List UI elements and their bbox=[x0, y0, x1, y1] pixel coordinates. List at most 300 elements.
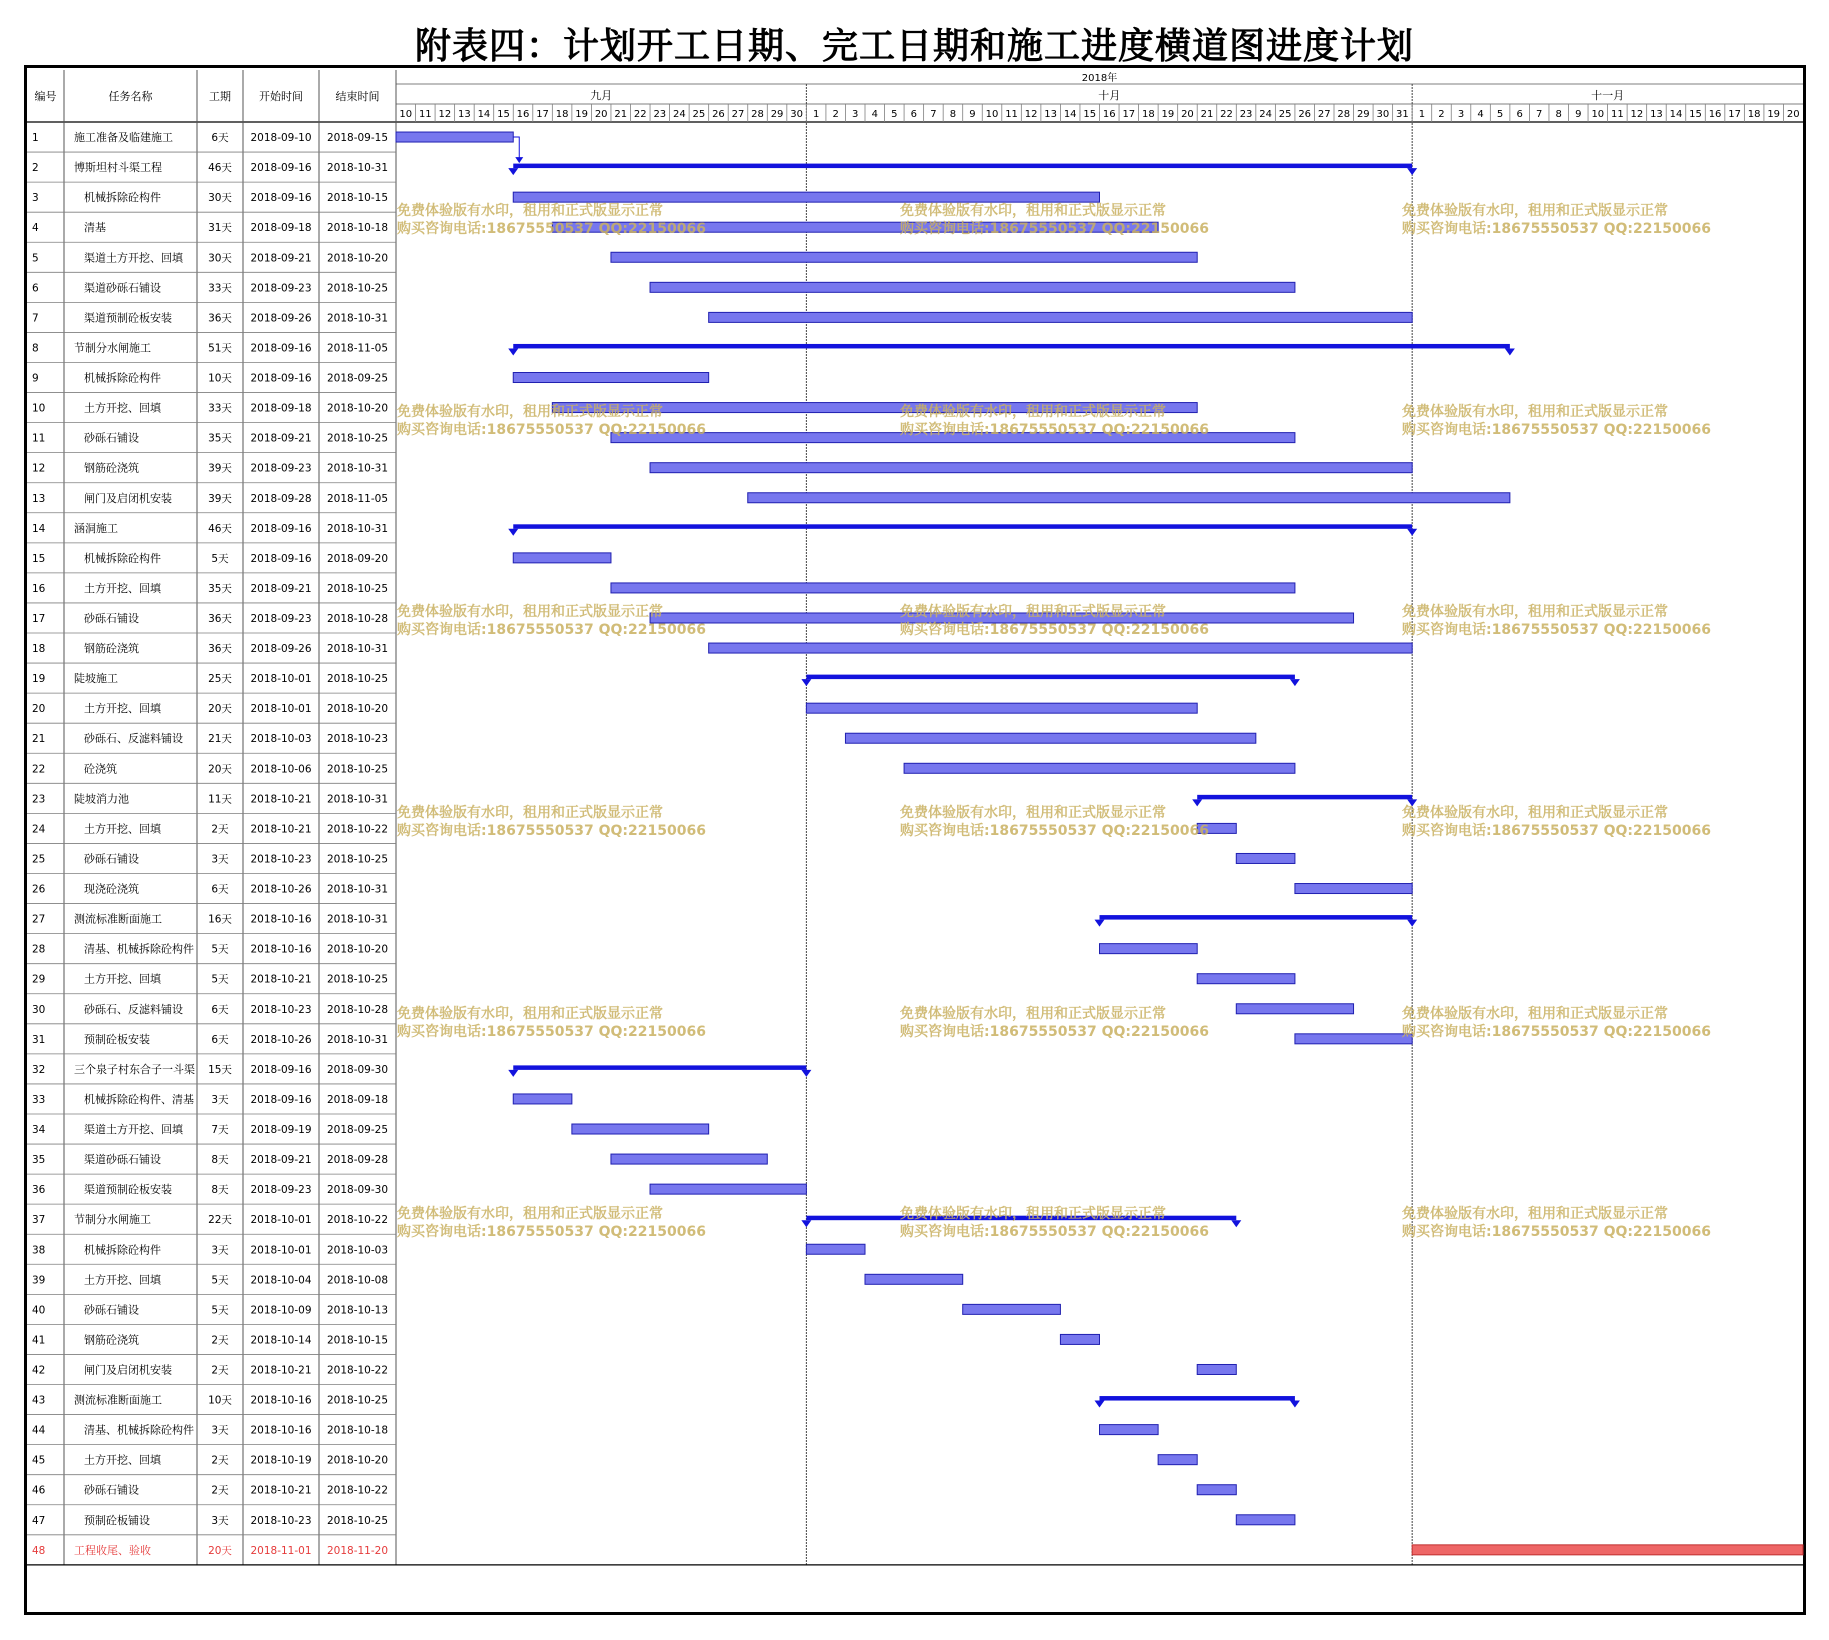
task-duration: 33天 bbox=[208, 282, 232, 295]
task-bar bbox=[513, 373, 708, 383]
task-start: 2018-10-01 bbox=[250, 1214, 312, 1227]
task-end: 2018-10-22 bbox=[326, 1364, 389, 1377]
task-duration: 35天 bbox=[208, 582, 232, 595]
task-duration: 3天 bbox=[211, 853, 229, 866]
task-end: 2018-10-31 bbox=[326, 913, 389, 926]
task-name: 土方开挖、回填 bbox=[84, 581, 161, 595]
task-id: 12 bbox=[32, 462, 46, 475]
watermark-line2: 购买咨询电话:18675550537 QQ:22150066 bbox=[1402, 622, 1711, 638]
summary-start-cap bbox=[801, 679, 811, 686]
task-id: 13 bbox=[32, 492, 46, 505]
task-duration: 21天 bbox=[208, 733, 232, 746]
day-label: 3 bbox=[852, 109, 859, 120]
task-name: 机械拆除砼构件、清基 bbox=[84, 1092, 194, 1106]
watermark-line1: 免费体验版有水印，租用和正式版显示正常 bbox=[397, 1206, 663, 1222]
task-start: 2018-09-18 bbox=[250, 402, 312, 415]
task-duration: 11天 bbox=[208, 793, 232, 806]
task-end: 2018-10-15 bbox=[326, 1334, 389, 1347]
task-id: 3 bbox=[32, 192, 39, 205]
watermark-line2: 购买咨询电话:18675550537 QQ:22150066 bbox=[900, 622, 1209, 638]
task-id: 36 bbox=[32, 1184, 46, 1197]
task-duration: 6天 bbox=[211, 1003, 229, 1016]
task-name: 陡坡消力池 bbox=[74, 792, 129, 806]
task-end: 2018-10-31 bbox=[326, 522, 389, 535]
task-name: 施工准备及临建施工 bbox=[74, 131, 173, 145]
day-label: 30 bbox=[790, 109, 803, 120]
watermark-line1: 免费体验版有水印，租用和正式版显示正常 bbox=[397, 1006, 663, 1022]
task-start: 2018-10-03 bbox=[250, 733, 312, 746]
task-end: 2018-10-31 bbox=[326, 312, 389, 325]
name-column-header: 任务名称 bbox=[108, 90, 153, 103]
task-start: 2018-10-16 bbox=[250, 943, 312, 956]
summary-end-cap bbox=[1407, 529, 1417, 536]
task-id: 18 bbox=[32, 643, 46, 656]
task-id: 48 bbox=[32, 1544, 46, 1557]
day-label: 2 bbox=[832, 109, 839, 120]
task-name: 预制砼板安装 bbox=[84, 1032, 150, 1046]
task-duration: 3天 bbox=[211, 1514, 229, 1527]
day-label: 16 bbox=[1708, 109, 1722, 120]
task-name: 现浇砼浇筑 bbox=[84, 882, 139, 896]
day-label: 12 bbox=[438, 109, 452, 120]
day-label: 23 bbox=[653, 109, 667, 120]
watermark-line1: 免费体验版有水印，租用和正式版显示正常 bbox=[1402, 203, 1668, 219]
task-id: 40 bbox=[32, 1304, 46, 1317]
day-label: 18 bbox=[1747, 109, 1761, 120]
task-bar bbox=[513, 553, 611, 563]
day-label: 14 bbox=[1063, 109, 1077, 120]
summary-bar bbox=[1100, 1396, 1295, 1401]
task-start: 2018-09-16 bbox=[250, 1093, 312, 1106]
day-label: 10 bbox=[985, 109, 999, 120]
task-duration: 8天 bbox=[211, 1184, 229, 1197]
task-start: 2018-09-23 bbox=[250, 282, 312, 295]
task-start: 2018-09-16 bbox=[250, 192, 312, 205]
year-label: 2018年 bbox=[1081, 73, 1118, 84]
task-name: 土方开挖、回填 bbox=[84, 822, 161, 836]
day-label: 27 bbox=[1317, 109, 1331, 120]
task-end: 2018-10-31 bbox=[326, 162, 389, 175]
task-start: 2018-10-23 bbox=[250, 853, 312, 866]
task-end: 2018-10-25 bbox=[326, 763, 389, 776]
day-label: 16 bbox=[1102, 109, 1116, 120]
day-label: 6 bbox=[910, 109, 918, 120]
watermark-line1: 免费体验版有水印，租用和正式版显示正常 bbox=[397, 805, 663, 821]
task-start: 2018-09-16 bbox=[250, 372, 312, 385]
watermark-line2: 购买咨询电话:18675550537 QQ:22150066 bbox=[900, 823, 1209, 839]
task-name: 渠道砂砾石铺设 bbox=[84, 1153, 161, 1167]
task-name: 清基 bbox=[84, 221, 106, 235]
task-bar bbox=[963, 1304, 1061, 1314]
task-duration: 36天 bbox=[208, 643, 232, 656]
watermark-line2: 购买咨询电话:18675550537 QQ:22150066 bbox=[397, 622, 706, 638]
task-name: 砂砾石铺设 bbox=[84, 1303, 139, 1317]
task-name: 测流标准断面施工 bbox=[74, 1393, 162, 1407]
task-duration: 5天 bbox=[211, 552, 229, 565]
task-bar bbox=[1412, 1545, 1803, 1555]
summary-bar bbox=[513, 1065, 806, 1070]
task-start: 2018-09-16 bbox=[250, 552, 312, 565]
task-bar bbox=[513, 1094, 572, 1104]
day-label: 16 bbox=[516, 109, 530, 120]
task-end: 2018-10-31 bbox=[326, 1033, 389, 1046]
task-name: 博斯坦村斗渠工程 bbox=[74, 161, 162, 175]
task-duration: 8天 bbox=[211, 1154, 229, 1167]
task-start: 2018-10-19 bbox=[250, 1454, 312, 1467]
task-duration: 2天 bbox=[211, 823, 229, 836]
task-start: 2018-09-19 bbox=[250, 1124, 312, 1137]
task-end: 2018-10-20 bbox=[326, 943, 389, 956]
task-start: 2018-09-23 bbox=[250, 612, 312, 625]
day-label: 7 bbox=[1536, 109, 1543, 120]
end-column-header: 结束时间 bbox=[335, 90, 380, 103]
task-start: 2018-10-21 bbox=[250, 1364, 312, 1377]
task-end: 2018-09-30 bbox=[326, 1184, 389, 1197]
task-end: 2018-10-25 bbox=[326, 282, 389, 295]
id-column-header: 编号 bbox=[34, 90, 57, 103]
task-start: 2018-09-28 bbox=[250, 492, 312, 505]
task-id: 25 bbox=[32, 853, 46, 866]
task-name: 钢筋砼浇筑 bbox=[84, 1333, 139, 1347]
task-bar bbox=[1158, 1455, 1197, 1465]
task-end: 2018-09-30 bbox=[326, 1063, 389, 1076]
task-start: 2018-10-21 bbox=[250, 973, 312, 986]
day-label: 25 bbox=[1278, 109, 1292, 120]
task-bar bbox=[1197, 974, 1295, 984]
task-name: 预制砼板铺设 bbox=[84, 1513, 150, 1527]
task-duration: 35天 bbox=[208, 432, 232, 445]
task-duration: 3天 bbox=[211, 1244, 229, 1257]
task-bar bbox=[1236, 1004, 1353, 1014]
task-duration: 15天 bbox=[208, 1063, 232, 1076]
watermark-line2: 购买咨询电话:18675550537 QQ:22150066 bbox=[397, 1224, 706, 1240]
task-name: 钢筋砼浇筑 bbox=[84, 461, 139, 475]
day-label: 17 bbox=[1122, 109, 1136, 120]
task-end: 2018-10-20 bbox=[326, 402, 389, 415]
task-name: 闸门及启闭机安装 bbox=[84, 1363, 172, 1377]
task-start: 2018-10-01 bbox=[250, 1244, 312, 1257]
task-id: 11 bbox=[32, 432, 46, 445]
task-end: 2018-10-20 bbox=[326, 703, 389, 716]
day-label: 22 bbox=[633, 109, 647, 120]
task-end: 2018-10-13 bbox=[326, 1304, 389, 1317]
day-label: 12 bbox=[1024, 109, 1038, 120]
summary-start-cap bbox=[1095, 920, 1105, 927]
summary-bar bbox=[513, 164, 1412, 169]
summary-end-cap bbox=[1407, 168, 1417, 175]
task-start: 2018-10-26 bbox=[250, 883, 312, 896]
task-name: 砂砾石铺设 bbox=[84, 1483, 139, 1497]
task-id: 26 bbox=[32, 883, 46, 896]
task-start: 2018-09-18 bbox=[250, 222, 312, 235]
task-duration: 6天 bbox=[211, 132, 229, 145]
task-name: 闸门及启闭机安装 bbox=[84, 491, 172, 505]
task-id: 42 bbox=[32, 1364, 46, 1377]
task-bar bbox=[650, 1184, 806, 1194]
task-id: 14 bbox=[32, 522, 46, 535]
watermark-line2: 购买咨询电话:18675550537 QQ:22150066 bbox=[1402, 422, 1711, 438]
task-start: 2018-10-23 bbox=[250, 1003, 312, 1016]
task-id: 6 bbox=[32, 282, 39, 295]
task-id: 9 bbox=[32, 372, 39, 385]
day-label: 21 bbox=[614, 109, 628, 120]
task-end: 2018-10-08 bbox=[326, 1274, 389, 1287]
task-name: 土方开挖、回填 bbox=[84, 1453, 161, 1467]
task-id: 20 bbox=[32, 703, 46, 716]
task-id: 45 bbox=[32, 1454, 46, 1467]
watermark-line1: 免费体验版有水印，租用和正式版显示正常 bbox=[1402, 1006, 1668, 1022]
watermark-line2: 购买咨询电话:18675550537 QQ:22150066 bbox=[397, 221, 706, 237]
task-name: 三个泉子村东合子一斗渠 bbox=[74, 1062, 195, 1076]
summary-start-cap bbox=[801, 1220, 811, 1227]
task-bar bbox=[396, 132, 513, 142]
task-duration: 39天 bbox=[208, 492, 232, 505]
task-name: 砼浇筑 bbox=[84, 762, 117, 776]
task-id: 41 bbox=[32, 1334, 46, 1347]
task-id: 35 bbox=[32, 1154, 46, 1167]
task-name: 钢筋砼浇筑 bbox=[84, 642, 139, 656]
watermark-line2: 购买咨询电话:18675550537 QQ:22150066 bbox=[900, 1024, 1209, 1040]
task-start: 2018-10-14 bbox=[250, 1334, 312, 1347]
day-label: 5 bbox=[1496, 109, 1504, 120]
task-duration: 51天 bbox=[208, 342, 232, 355]
watermark-line1: 免费体验版有水印，租用和正式版显示正常 bbox=[900, 1206, 1166, 1222]
day-label: 28 bbox=[1337, 109, 1351, 120]
watermark-line1: 免费体验版有水印，租用和正式版显示正常 bbox=[1402, 604, 1668, 620]
task-id: 44 bbox=[32, 1424, 46, 1437]
task-duration: 3天 bbox=[211, 1424, 229, 1437]
task-duration: 46天 bbox=[208, 522, 232, 535]
day-label: 19 bbox=[1161, 109, 1175, 120]
summary-end-cap bbox=[801, 1070, 811, 1077]
dependency-arrow bbox=[515, 157, 523, 163]
day-label: 19 bbox=[1767, 109, 1781, 120]
task-end: 2018-10-25 bbox=[326, 673, 389, 686]
task-id: 33 bbox=[32, 1093, 46, 1106]
task-start: 2018-10-16 bbox=[250, 1424, 312, 1437]
task-bar bbox=[1197, 1485, 1236, 1495]
task-name: 渠道土方开挖、回填 bbox=[84, 251, 183, 265]
task-id: 39 bbox=[32, 1274, 46, 1287]
task-start: 2018-10-23 bbox=[250, 1514, 312, 1527]
task-bar bbox=[1197, 1364, 1236, 1374]
task-name: 机械拆除砼构件 bbox=[84, 551, 161, 565]
task-start: 2018-09-16 bbox=[250, 162, 312, 175]
task-duration: 46天 bbox=[208, 162, 232, 175]
task-name: 砂砾石铺设 bbox=[84, 431, 139, 445]
task-id: 30 bbox=[32, 1003, 46, 1016]
summary-start-cap bbox=[1192, 799, 1202, 806]
day-label: 24 bbox=[1259, 109, 1272, 120]
task-end: 2018-10-25 bbox=[326, 582, 389, 595]
task-name: 砂砾石、反滤料铺设 bbox=[84, 732, 183, 746]
task-name: 土方开挖、回填 bbox=[84, 972, 161, 986]
task-bar bbox=[748, 493, 1510, 503]
task-end: 2018-10-31 bbox=[326, 643, 389, 656]
task-name: 机械拆除砼构件 bbox=[84, 191, 161, 205]
task-end: 2018-10-28 bbox=[326, 612, 389, 625]
day-label: 13 bbox=[1650, 109, 1663, 120]
day-label: 17 bbox=[536, 109, 549, 120]
task-name: 砂砾石铺设 bbox=[84, 852, 139, 866]
day-label: 28 bbox=[751, 109, 764, 120]
task-end: 2018-10-31 bbox=[326, 793, 389, 806]
task-start: 2018-09-16 bbox=[250, 342, 312, 355]
task-end: 2018-11-05 bbox=[326, 342, 389, 355]
watermark-line1: 免费体验版有水印，租用和正式版显示正常 bbox=[1402, 805, 1668, 821]
task-id: 24 bbox=[32, 823, 46, 836]
task-bar bbox=[904, 763, 1295, 773]
task-end: 2018-10-25 bbox=[326, 1514, 389, 1527]
day-label: 5 bbox=[891, 109, 898, 120]
day-label: 18 bbox=[555, 109, 569, 120]
task-duration: 5天 bbox=[211, 943, 229, 956]
task-duration: 36天 bbox=[208, 612, 232, 625]
task-duration: 2天 bbox=[211, 1334, 229, 1347]
summary-bar bbox=[1100, 915, 1413, 920]
task-end: 2018-11-05 bbox=[326, 492, 389, 505]
day-label: 20 bbox=[594, 109, 608, 120]
task-end: 2018-10-28 bbox=[326, 1003, 389, 1016]
task-end: 2018-10-22 bbox=[326, 1484, 389, 1497]
task-start: 2018-09-23 bbox=[250, 462, 312, 475]
task-name: 渠道预制砼板安装 bbox=[84, 1183, 172, 1197]
day-label: 3 bbox=[1457, 109, 1465, 120]
task-name: 砂砾石、反滤料铺设 bbox=[84, 1002, 183, 1016]
summary-end-cap bbox=[1290, 1401, 1300, 1408]
watermark-line2: 购买咨询电话:18675550537 QQ:22150066 bbox=[900, 1224, 1209, 1240]
task-id: 47 bbox=[32, 1514, 46, 1527]
task-bar bbox=[806, 703, 1197, 713]
task-id: 1 bbox=[32, 132, 39, 145]
task-start: 2018-09-16 bbox=[250, 522, 312, 535]
task-name: 渠道土方开挖、回填 bbox=[84, 1123, 183, 1137]
task-start: 2018-09-16 bbox=[250, 1063, 312, 1076]
task-id: 10 bbox=[32, 402, 46, 415]
day-label: 23 bbox=[1239, 109, 1253, 120]
task-duration: 7天 bbox=[211, 1124, 229, 1137]
task-id: 29 bbox=[32, 973, 46, 986]
task-start: 2018-11-01 bbox=[250, 1544, 312, 1557]
task-start: 2018-09-26 bbox=[250, 643, 312, 656]
task-id: 4 bbox=[32, 222, 39, 235]
task-end: 2018-10-18 bbox=[326, 1424, 389, 1437]
task-start: 2018-09-21 bbox=[250, 432, 312, 445]
task-start: 2018-10-01 bbox=[250, 703, 312, 716]
task-duration: 25天 bbox=[208, 673, 232, 686]
task-bar bbox=[1236, 853, 1295, 863]
task-name: 渠道砂砾石铺设 bbox=[84, 281, 161, 295]
task-duration: 6天 bbox=[211, 1033, 229, 1046]
day-label: 17 bbox=[1728, 109, 1741, 120]
task-bar bbox=[572, 1124, 709, 1134]
day-label: 29 bbox=[1356, 109, 1370, 120]
task-bar bbox=[845, 733, 1255, 743]
day-label: 19 bbox=[575, 109, 589, 120]
task-bar bbox=[709, 643, 1413, 653]
duration-column-header: 工期 bbox=[209, 90, 231, 103]
task-bar bbox=[650, 463, 1412, 473]
task-start: 2018-10-06 bbox=[250, 763, 312, 776]
day-label: 11 bbox=[1610, 109, 1624, 120]
task-bar bbox=[611, 583, 1295, 593]
day-label: 1 bbox=[1418, 109, 1426, 120]
task-name: 砂砾石铺设 bbox=[84, 611, 139, 625]
task-id: 43 bbox=[32, 1394, 46, 1407]
day-label: 24 bbox=[672, 109, 686, 120]
task-duration: 36天 bbox=[208, 312, 232, 325]
day-label: 8 bbox=[949, 109, 957, 120]
task-bar bbox=[709, 312, 1413, 322]
watermark-line1: 免费体验版有水印，租用和正式版显示正常 bbox=[1402, 404, 1668, 420]
watermark-line1: 免费体验版有水印，租用和正式版显示正常 bbox=[900, 404, 1166, 420]
task-end: 2018-10-31 bbox=[326, 462, 389, 475]
watermark-line2: 购买咨询电话:18675550537 QQ:22150066 bbox=[1402, 221, 1711, 237]
month-label: 九月 bbox=[590, 89, 613, 102]
task-end: 2018-11-20 bbox=[326, 1544, 389, 1557]
task-id: 8 bbox=[32, 342, 39, 355]
month-label: 十月 bbox=[1098, 89, 1121, 102]
task-start: 2018-10-26 bbox=[250, 1033, 312, 1046]
task-duration: 2天 bbox=[211, 1454, 229, 1467]
watermark-line2: 购买咨询电话:18675550537 QQ:22150066 bbox=[397, 823, 706, 839]
task-end: 2018-09-28 bbox=[326, 1154, 389, 1167]
task-id: 19 bbox=[32, 673, 46, 686]
summary-start-cap bbox=[1095, 1401, 1105, 1408]
task-id: 22 bbox=[32, 763, 46, 776]
task-duration: 5天 bbox=[211, 973, 229, 986]
task-end: 2018-09-25 bbox=[326, 372, 389, 385]
day-label: 6 bbox=[1516, 109, 1523, 120]
task-name: 土方开挖、回填 bbox=[84, 1273, 161, 1287]
watermark-line2: 购买咨询电话:18675550537 QQ:22150066 bbox=[1402, 1224, 1711, 1240]
summary-bar bbox=[1197, 795, 1412, 800]
task-id: 27 bbox=[32, 913, 46, 926]
day-label: 31 bbox=[1396, 109, 1409, 120]
day-label: 15 bbox=[1689, 109, 1702, 120]
task-duration: 31天 bbox=[208, 222, 232, 235]
task-bar bbox=[1236, 1515, 1295, 1525]
task-bar bbox=[865, 1274, 963, 1284]
task-end: 2018-10-22 bbox=[326, 823, 389, 836]
task-start: 2018-10-21 bbox=[250, 793, 312, 806]
day-label: 29 bbox=[770, 109, 784, 120]
day-label: 10 bbox=[1591, 109, 1605, 120]
task-id: 34 bbox=[32, 1124, 46, 1137]
task-duration: 30天 bbox=[208, 252, 232, 265]
summary-bar bbox=[513, 524, 1412, 529]
summary-start-cap bbox=[508, 529, 518, 536]
task-id: 32 bbox=[32, 1063, 46, 1076]
task-start: 2018-10-16 bbox=[250, 913, 312, 926]
task-end: 2018-10-25 bbox=[326, 973, 389, 986]
task-duration: 2天 bbox=[211, 1364, 229, 1377]
task-end: 2018-10-22 bbox=[326, 1214, 389, 1227]
task-name: 土方开挖、回填 bbox=[84, 702, 161, 716]
task-end: 2018-09-20 bbox=[326, 552, 389, 565]
task-name: 清基、机械拆除砼构件 bbox=[84, 1423, 194, 1437]
task-id: 2 bbox=[32, 162, 39, 175]
task-id: 31 bbox=[32, 1033, 46, 1046]
task-start: 2018-10-04 bbox=[250, 1274, 312, 1287]
watermark-line1: 免费体验版有水印，租用和正式版显示正常 bbox=[900, 604, 1166, 620]
task-id: 46 bbox=[32, 1484, 46, 1497]
task-id: 16 bbox=[32, 582, 46, 595]
task-id: 17 bbox=[32, 612, 46, 625]
task-id: 37 bbox=[32, 1214, 46, 1227]
day-label: 20 bbox=[1786, 109, 1800, 120]
task-id: 38 bbox=[32, 1244, 46, 1257]
